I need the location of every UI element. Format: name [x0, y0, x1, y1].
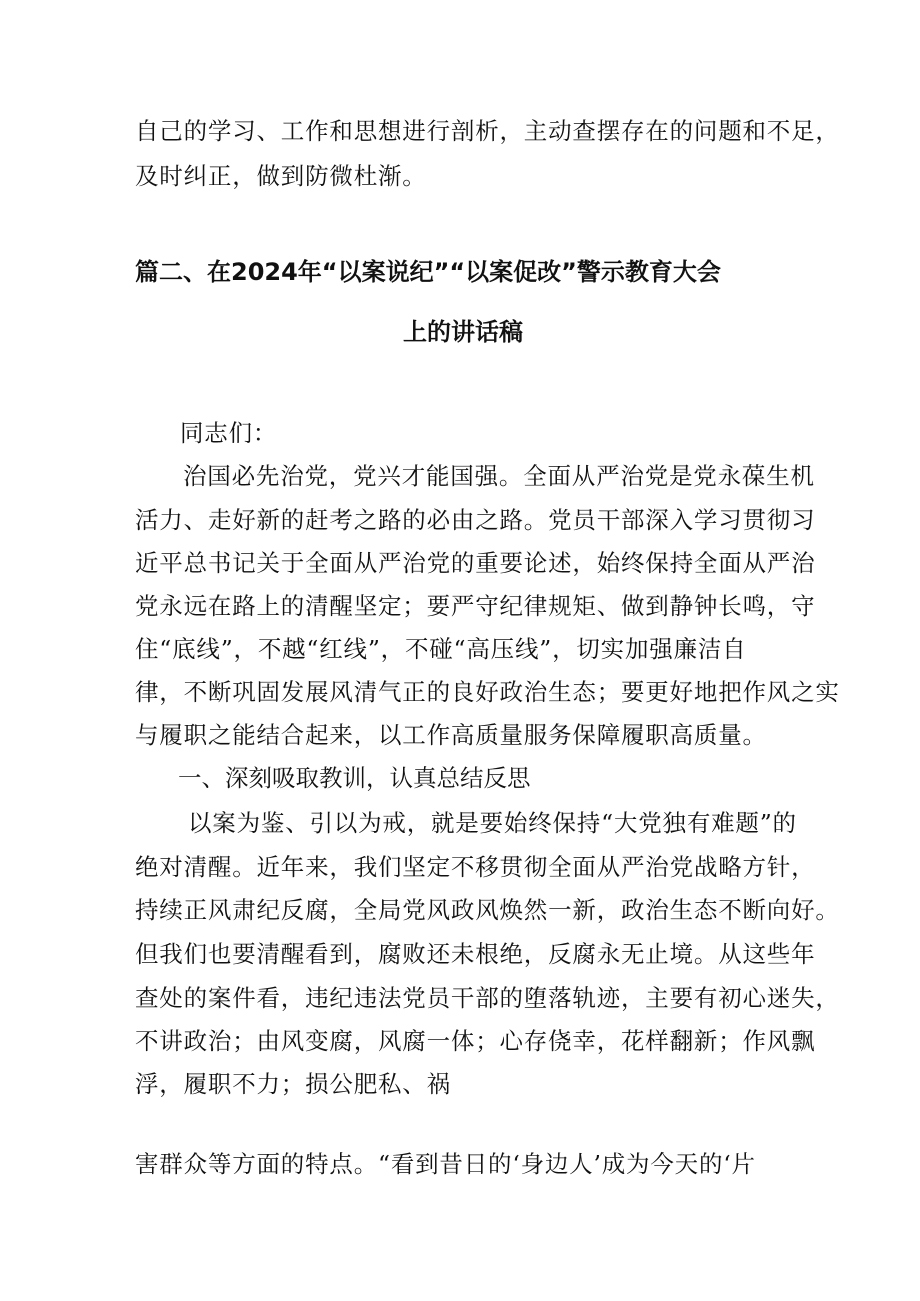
paragraph-1-line-6: 律，不断巩固发展风清气正的良好政治生态；要更好地把作风之实: [135, 678, 840, 706]
paragraph-1-line-1: 治国必先治党，党兴才能国强。全面从严治党是党永葆生机: [183, 462, 815, 490]
paragraph-2-line-3: 持续正风肃纪反腐，全局党风政风焕然一新，政治生态不断向好。: [135, 896, 840, 924]
paragraph-2-line-2: 绝对清醒。近年来，我们坚定不移贯彻全面从严治党战略方针，: [135, 853, 816, 881]
paragraph-2-line-4: 但我们也要清醒看到，腐败还未根绝，反腐永无止境。从这些年: [135, 940, 816, 968]
intro-line-2: 及时纠正，做到防微杜渐。: [135, 162, 427, 190]
paragraph-3-line-1: 害群众等方面的特点。“看到昔日的‘身边人’成为今天的‘片: [135, 1150, 756, 1178]
section-heading-1: 一、深刻吸取教训，认真总结反思: [178, 764, 531, 792]
paragraph-2-line-7: 浮，履职不力；损公肥私、祸: [135, 1070, 451, 1098]
salutation: 同志们：: [180, 419, 278, 447]
paragraph-1-line-3: 近平总书记关于全面从严治党的重要论述，始终保持全面从严治: [135, 549, 816, 577]
paragraph-1-line-2: 活力、走好新的赶考之路的必由之路。党员干部深入学习贯彻习: [135, 506, 816, 534]
intro-line-1: 自己的学习、工作和思想进行剖析，主动查摆存在的问题和不足，: [135, 117, 840, 145]
paragraph-1-line-4: 党永远在路上的清醒坚定；要严守纪律规矩、做到静钟长鸣，守: [135, 592, 816, 620]
paragraph-2-line-1: 以案为鉴、引以为戒，就是要始终保持“大党独有难题”的: [188, 809, 797, 837]
document-title-line-1: 篇二、在2024年“以案说纪”“以案促改”警示教育大会: [135, 258, 721, 286]
paragraph-1-line-5: 住“底线”，不越“红线”，不碰“高压线”，切实加强廉洁自: [135, 635, 747, 663]
document-title-line-2: 上的讲话稿: [403, 318, 523, 346]
paragraph-2-line-5: 查处的案件看，违纪违法党员干部的堕落轨迹，主要有初心迷失，: [135, 984, 840, 1012]
paragraph-2-line-6: 不讲政治；由风变腐，风腐一体；心存侥幸，花样翻新；作风飘: [135, 1027, 816, 1055]
paragraph-1-line-7: 与履职之能结合起来，以工作高质量服务保障履职高质量。: [135, 721, 767, 749]
